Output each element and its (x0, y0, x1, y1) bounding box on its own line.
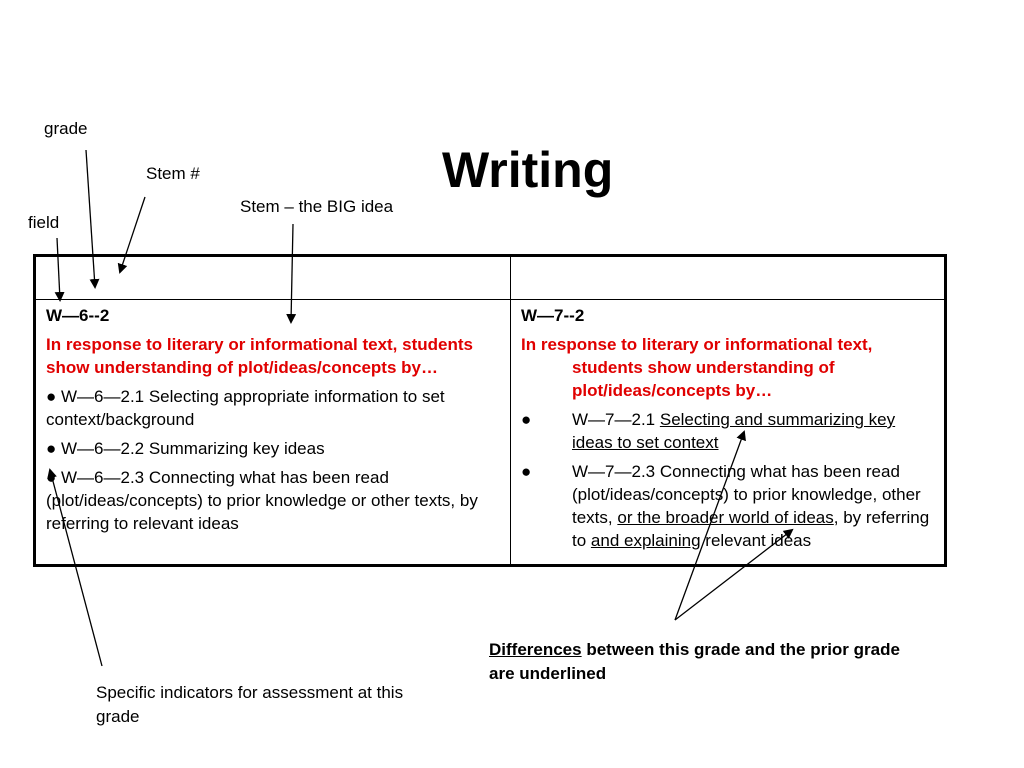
grade-7-code: W—7--2 (521, 306, 585, 325)
grade-7-indicator-2 (521, 460, 936, 552)
indicator-text: W—7—2.1 Selecting and summarizing key ideas to set context (572, 410, 896, 452)
indicator-text: W—7—2.3 Connecting what has been read (plot/ideas/concepts) to prior knowledge, other texts, or the broader world of ideas, by referring to and explaining relevant ideas (572, 462, 930, 550)
table-row (35, 300, 946, 566)
grade-6-indicator-2: ● W—6—2.2 Summarizing key ideas (46, 439, 325, 458)
underlined-difference: or the broader world of ideas (617, 508, 834, 527)
grade-7-indicator-1 (521, 408, 936, 454)
differences-note: Differences between this grade and the prior grade are underlined (489, 640, 900, 683)
grade-6-stem: In response to literary or informational text, students show understanding of plot/ideas/concepts by… (46, 335, 473, 377)
bullet-icon: ● (521, 410, 532, 429)
grade-label: grade (44, 119, 88, 138)
field-label: field (28, 213, 60, 232)
page-title: Writing (442, 142, 614, 198)
underlined-difference: Selecting and summarizing key ideas to set context (572, 410, 896, 452)
grade-6-indicator-3: ● W—6—2.3 Connecting what has been read (plot/ideas/concepts) to prior knowledge or other texts, by referring to relevant ideas (46, 468, 478, 533)
underlined-difference: and explaining (590, 531, 701, 550)
big-idea-label: Stem – the BIG idea (240, 197, 394, 216)
grade-7-cell (511, 300, 946, 566)
header-cell-left (35, 256, 511, 300)
header-cell-right (511, 256, 946, 300)
table-header-row (35, 256, 946, 300)
specific-indicators-note: Specific indicators for assessment at this grade (96, 683, 404, 726)
grade-6-cell (35, 300, 511, 566)
stem-number-label: Stem # (146, 164, 200, 183)
grade-7-stem: In response to literary or informational text, students show understanding of plot/ideas/concepts by… (521, 335, 873, 400)
grade-6-code: W—6--2 (46, 306, 110, 325)
bullet-icon: ● (521, 462, 532, 481)
standards-table (33, 254, 947, 567)
grade-6-indicator-1: ● W—6—2.1 Selecting appropriate information to set context/background (46, 387, 445, 429)
